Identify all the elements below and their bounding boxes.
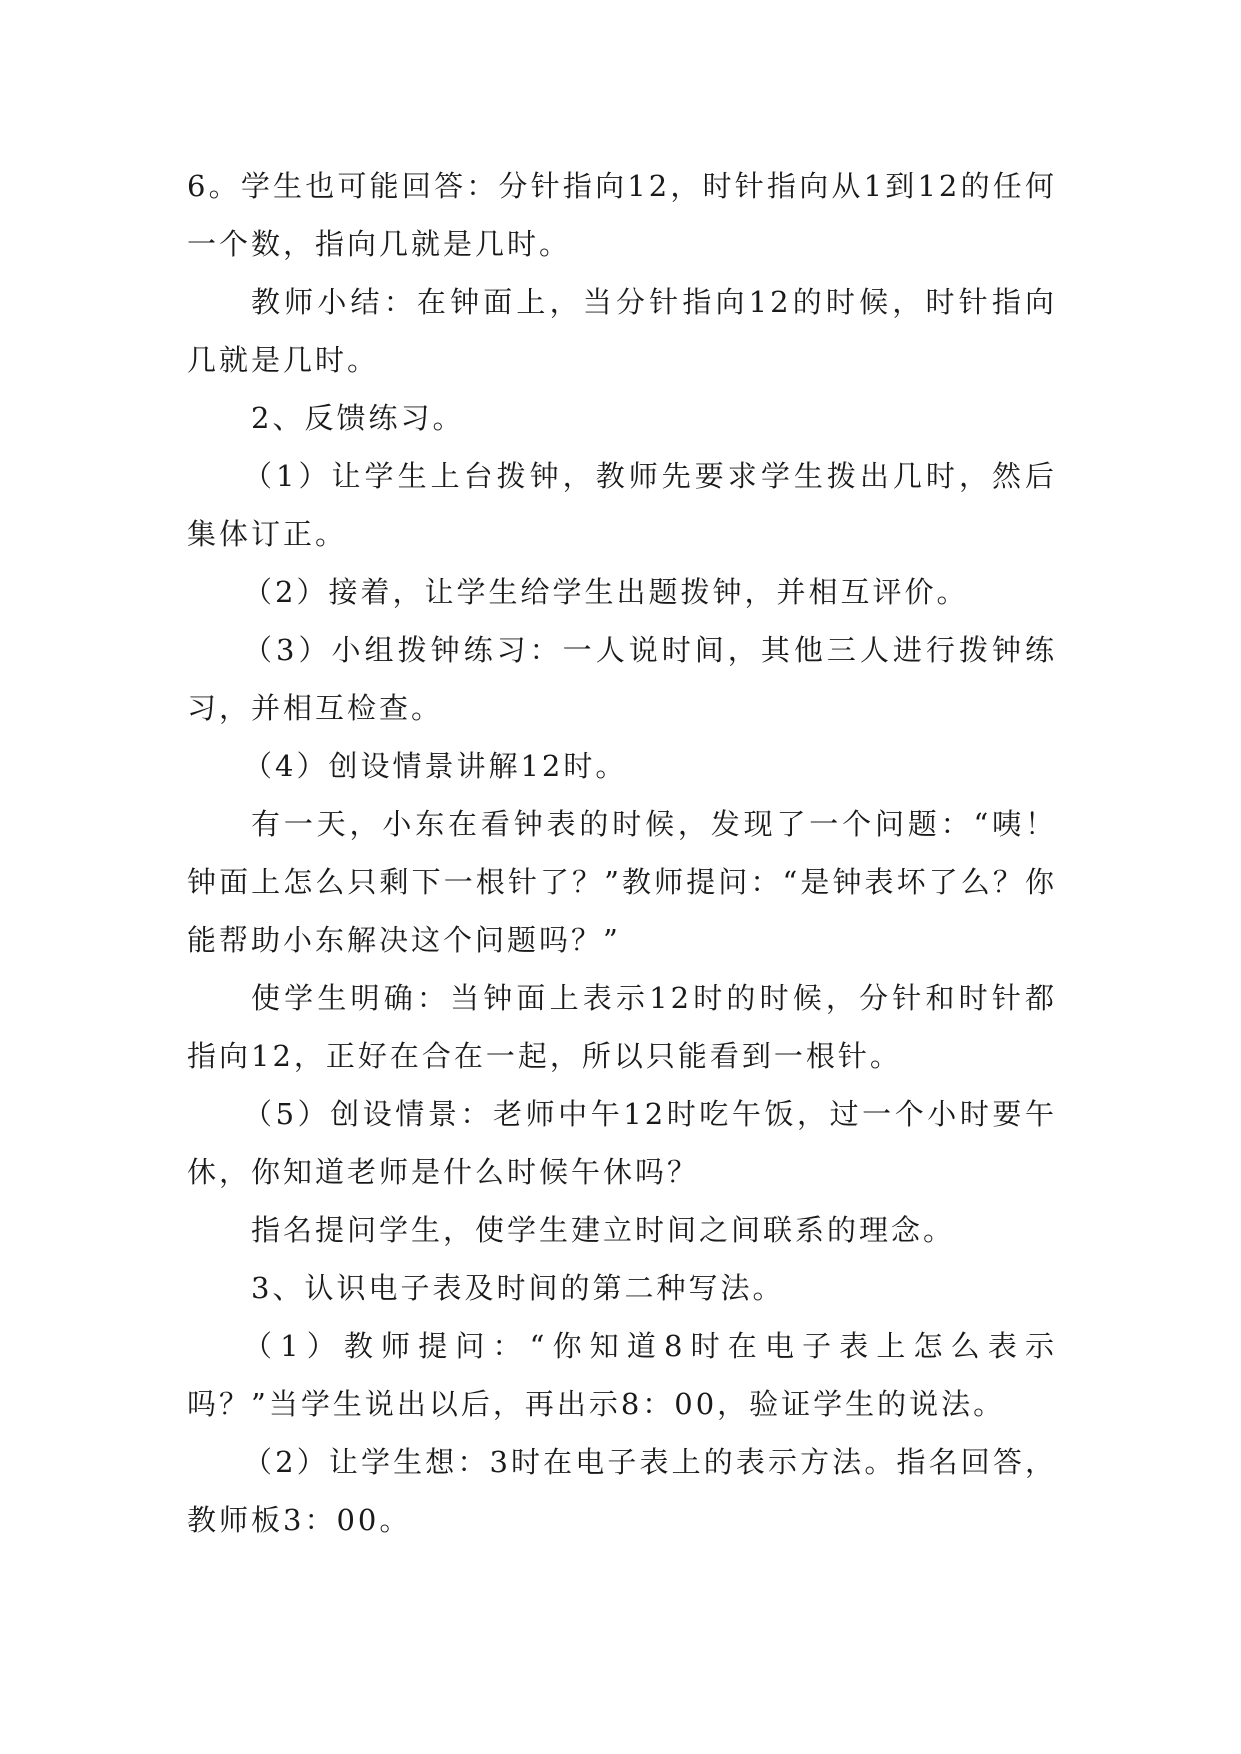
document-body bbox=[187, 157, 1057, 1549]
paragraph-step-1: （1）让学生上台拨钟，教师先要求学生拨出几时，然后集体订正。 bbox=[187, 459, 1057, 551]
paragraph-electronic-step-2: （2）让学生想：3时在电子表上的表示方法。指名回答，教师板3：00。 bbox=[187, 1445, 1057, 1537]
paragraph-clarify: 使学生明确：当钟面上表示12时的时候，分针和时针都指向12，正好在合在一起，所以只能看到一根针。 bbox=[187, 981, 1057, 1073]
heading-electronic-clock: 3、认识电子表及时间的第二种写法。 bbox=[251, 1271, 785, 1305]
paragraph-teacher-summary: 教师小结：在钟面上，当分针指向12的时候，时针指向几就是几时。 bbox=[187, 285, 1057, 377]
paragraph-story: 有一天，小东在看钟表的时候，发现了一个问题：“咦！钟面上怎么只剩下一根针了？”教师提问：“是钟表坏了么？你能帮助小东解决这个问题吗？” bbox=[187, 807, 1057, 957]
paragraph-question-students: 指名提问学生，使学生建立时间之间联系的理念。 bbox=[251, 1213, 956, 1247]
paragraph-electronic-step-1: （1）教师提问：“你知道8时在电子表上怎么表示吗？”当学生说出以后，再出示8：00，验证学生的说法。 bbox=[187, 1329, 1057, 1421]
paragraph-step-5: （5）创设情景：老师中午12时吃午饭，过一个小时要午休，你知道老师是什么时候午休吗？ bbox=[187, 1097, 1057, 1189]
paragraph-step-3: （3）小组拨钟练习：一人说时间，其他三人进行拨钟练习，并相互检查。 bbox=[187, 633, 1057, 725]
heading-feedback-practice: 2、反馈练习。 bbox=[251, 401, 465, 435]
paragraph-student-answer: 6。学生也可能回答：分针指向12，时针指向从1到12的任何一个数，指向几就是几时。 bbox=[187, 169, 1057, 261]
paragraph-step-2: （2）接着，让学生给学生出题拨钟，并相互评价。 bbox=[243, 575, 969, 609]
paragraph-step-4: （4）创设情景讲解12时。 bbox=[243, 749, 628, 783]
